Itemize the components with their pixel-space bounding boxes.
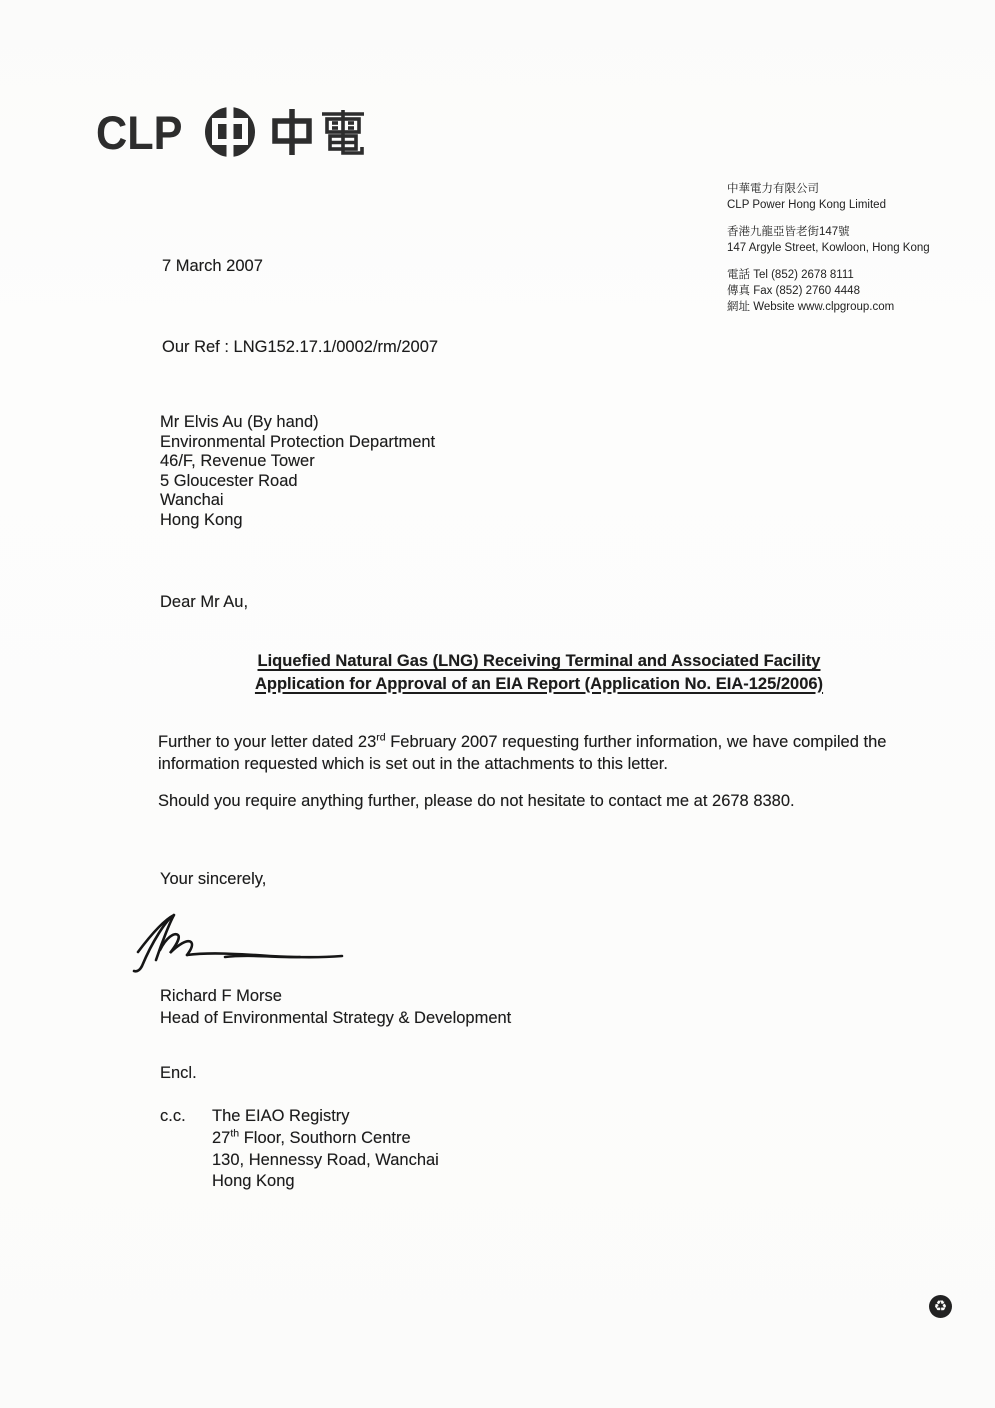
clp-wordmark: CLP (96, 105, 183, 159)
recipient-line: 46/F, Revenue Tower (160, 452, 315, 471)
enclosure-note: Encl. (160, 1064, 197, 1082)
cc-line: The EIAO Registry (212, 1107, 350, 1125)
recipient-line: 5 Gloucester Road (160, 471, 298, 490)
closing-phrase: Your sincerely, (160, 870, 267, 888)
letter-reference: Our Ref : LNG152.17.1/0002/rm/2007 (162, 338, 439, 356)
body-paragraph-1 (158, 732, 934, 775)
letterhead-company (727, 181, 957, 213)
letterhead-address (727, 224, 957, 256)
ordinal-superscript: th (230, 1127, 240, 1140)
clp-chinese-logo (270, 107, 366, 157)
cc-block (160, 1106, 439, 1193)
recycle-symbol: ♻ (933, 1298, 948, 1315)
cc-line-text: Floor, Southorn Centre (239, 1128, 411, 1147)
company-address-chinese: 香港九龍亞皆老街147號 (727, 226, 850, 238)
subject-line-1: Liquefied Natural Gas (LNG) Receiving Terminal and Associated Facility (257, 652, 821, 670)
recipient-line: Mr Elvis Au (By hand) (160, 413, 319, 431)
company-tel: 電話 Tel (852) 2678 8111 (727, 269, 854, 281)
company-name-chinese: 中華電力有限公司 (727, 183, 819, 195)
clp-emblem-icon (202, 102, 258, 162)
cc-line-text: 27 (212, 1128, 231, 1147)
paragraph-text: February 2007 requesting further information, we have compiled the information requested which is set out in the attachments to this letter. (158, 733, 887, 773)
subject-heading (158, 650, 920, 695)
recycled-paper-icon (929, 1295, 952, 1318)
letterhead-phones (727, 267, 957, 315)
company-name-english: CLP Power Hong Kong Limited (727, 199, 886, 211)
paragraph-text: Further to your letter dated 23 (158, 733, 377, 751)
body-paragraph-2: Should you require anything further, please do not hesitate to contact me at 2678 8380. (158, 792, 795, 810)
cc-address (212, 1106, 439, 1193)
cc-line: Hong Kong (212, 1172, 295, 1191)
ordinal-superscript: rd (376, 731, 386, 744)
company-fax: 傳真 Fax (852) 2760 4448 (727, 285, 860, 297)
subject-line-2: Application for Approval of an EIA Report (Application No. EIA-125/2006) (254, 674, 824, 693)
letterhead-contact (727, 181, 957, 326)
recipient-line: Environmental Protection Department (160, 432, 436, 451)
company-address-english: 147 Argyle Street, Kowloon, Hong Kong (727, 242, 930, 254)
company-website: 網址 Website www.clpgroup.com (727, 301, 895, 313)
clp-logo (96, 102, 366, 162)
salutation: Dear Mr Au, (160, 593, 249, 611)
recipient-line: Hong Kong (160, 510, 243, 529)
cc-label: c.c. (160, 1107, 186, 1125)
signer-name: Richard F Morse (160, 987, 282, 1005)
handwritten-signature (130, 908, 400, 978)
recipient-address (160, 413, 435, 531)
cc-line: 130, Hennessy Road, Wanchai (212, 1150, 439, 1169)
recipient-line: Wanchai (160, 491, 224, 510)
cc-line (212, 1128, 439, 1150)
letter-date: 7 March 2007 (162, 257, 263, 275)
signer-title: Head of Environmental Strategy & Development (160, 1009, 512, 1027)
